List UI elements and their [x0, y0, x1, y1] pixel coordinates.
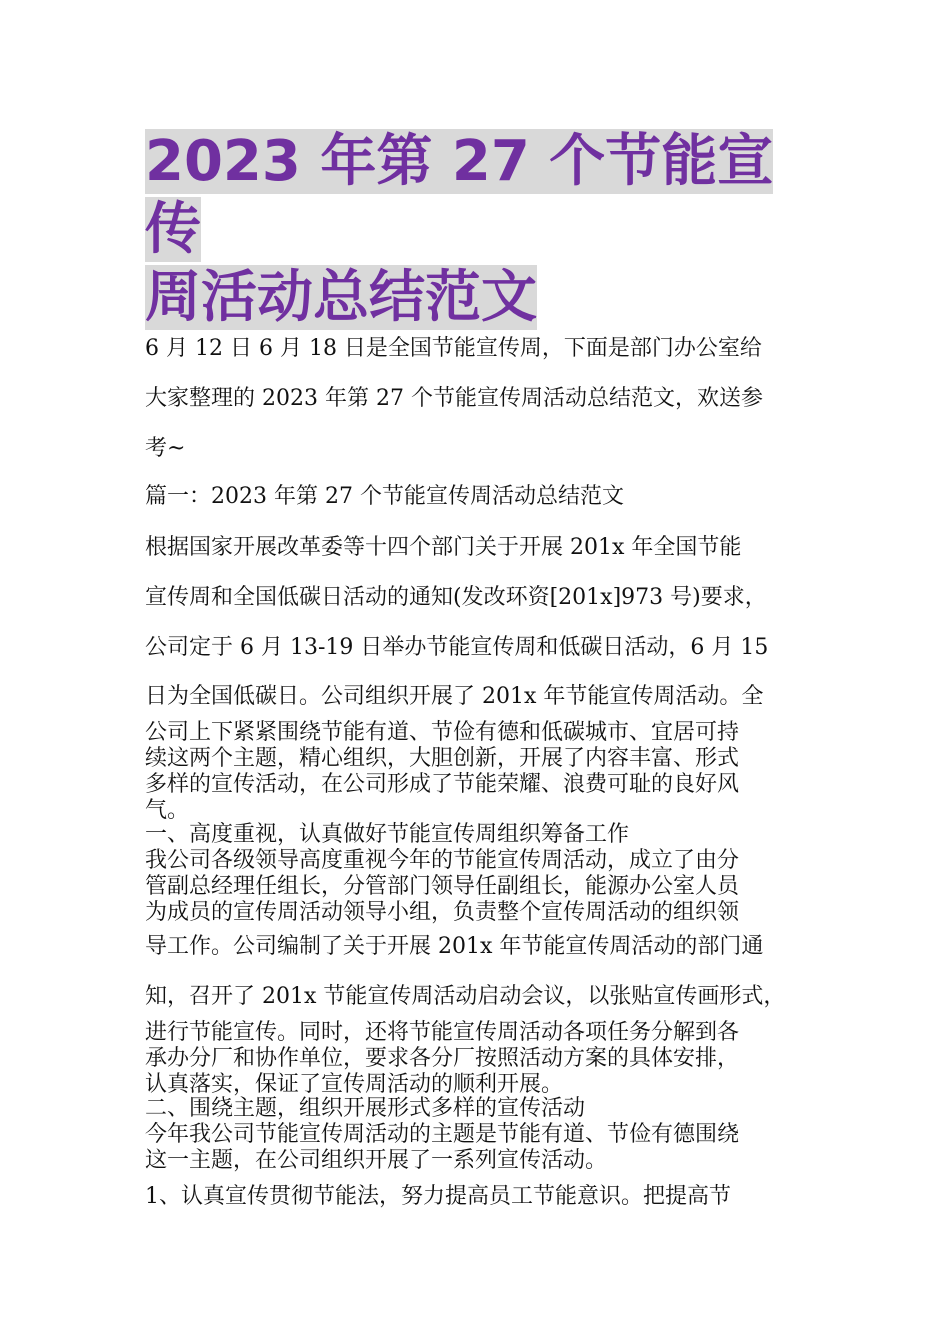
body-line: 考~	[145, 436, 186, 461]
body-line: 这一主题，在公司组织开展了一系列宣传活动。	[145, 1148, 608, 1173]
body-line: 多样的宣传活动，在公司形成了节能荣耀、浪费可耻的良好风	[145, 772, 740, 797]
body-line: 导工作。公司编制了关于开展 201x 年节能宣传周活动的部门通	[145, 934, 764, 959]
body-line: 一、高度重视，认真做好节能宣传周组织筹备工作	[145, 822, 630, 847]
body-line: 认真落实，保证了宣传周活动的顺利开展。	[145, 1072, 564, 1097]
body-line: 进行节能宣传。同时，还将节能宣传周活动各项任务分解到各	[145, 1020, 740, 1045]
body-line: 1、认真宣传贯彻节能法，努力提高员工节能意识。把提高节	[145, 1184, 731, 1209]
body-line: 大家整理的 2023 年第 27 个节能宣传周活动总结范文，欢送参	[145, 386, 763, 411]
document-title	[145, 128, 825, 332]
body-line: 篇一：2023 年第 27 个节能宣传周活动总结范文	[145, 484, 624, 509]
body-line: 公司定于 6 月 13-19 日举办节能宣传周和低碳日活动，6 月 15	[145, 635, 769, 660]
body-line: 气。	[145, 798, 190, 823]
body-line: 6 月 12 日 6 月 18 日是全国节能宣传周，下面是部门办公室给	[145, 336, 762, 361]
body-line: 公司上下紧紧围绕节能有道、节俭有德和低碳城市、宜居可持	[145, 720, 740, 745]
body-line: 续这两个主题，精心组织，大胆创新，开展了内容丰富、形式	[145, 746, 740, 771]
body-line: 管副总经理任组长，分管部门领导任副组长，能源办公室人员	[145, 874, 740, 899]
body-line: 根据国家开展改革委等十四个部门关于开展 201x 年全国节能	[145, 535, 742, 560]
body-line: 宣传周和全国低碳日活动的通知(发改环资[201x]973 号)要求，	[145, 585, 767, 610]
body-line: 日为全国低碳日。公司组织开展了 201x 年节能宣传周活动。全	[145, 684, 764, 709]
body-line: 承办分厂和协作单位，要求各分厂按照活动方案的具体安排，	[145, 1046, 740, 1071]
body-line: 今年我公司节能宣传周活动的主题是节能有道、节俭有德围绕	[145, 1122, 740, 1147]
body-line: 二、围绕主题，组织开展形式多样的宣传活动	[145, 1096, 586, 1121]
title-line-1: 2023 年第 27 个节能宣传	[145, 129, 774, 262]
body-line: 为成员的宣传周活动领导小组，负责整个宣传周活动的组织领	[145, 900, 740, 925]
body-line: 知，召开了 201x 节能宣传周活动启动会议，以张贴宣传画形式，	[145, 984, 786, 1009]
title-line-2: 周活动总结范文	[145, 265, 537, 330]
body-line: 我公司各级领导高度重视今年的节能宣传周活动，成立了由分	[145, 848, 740, 873]
